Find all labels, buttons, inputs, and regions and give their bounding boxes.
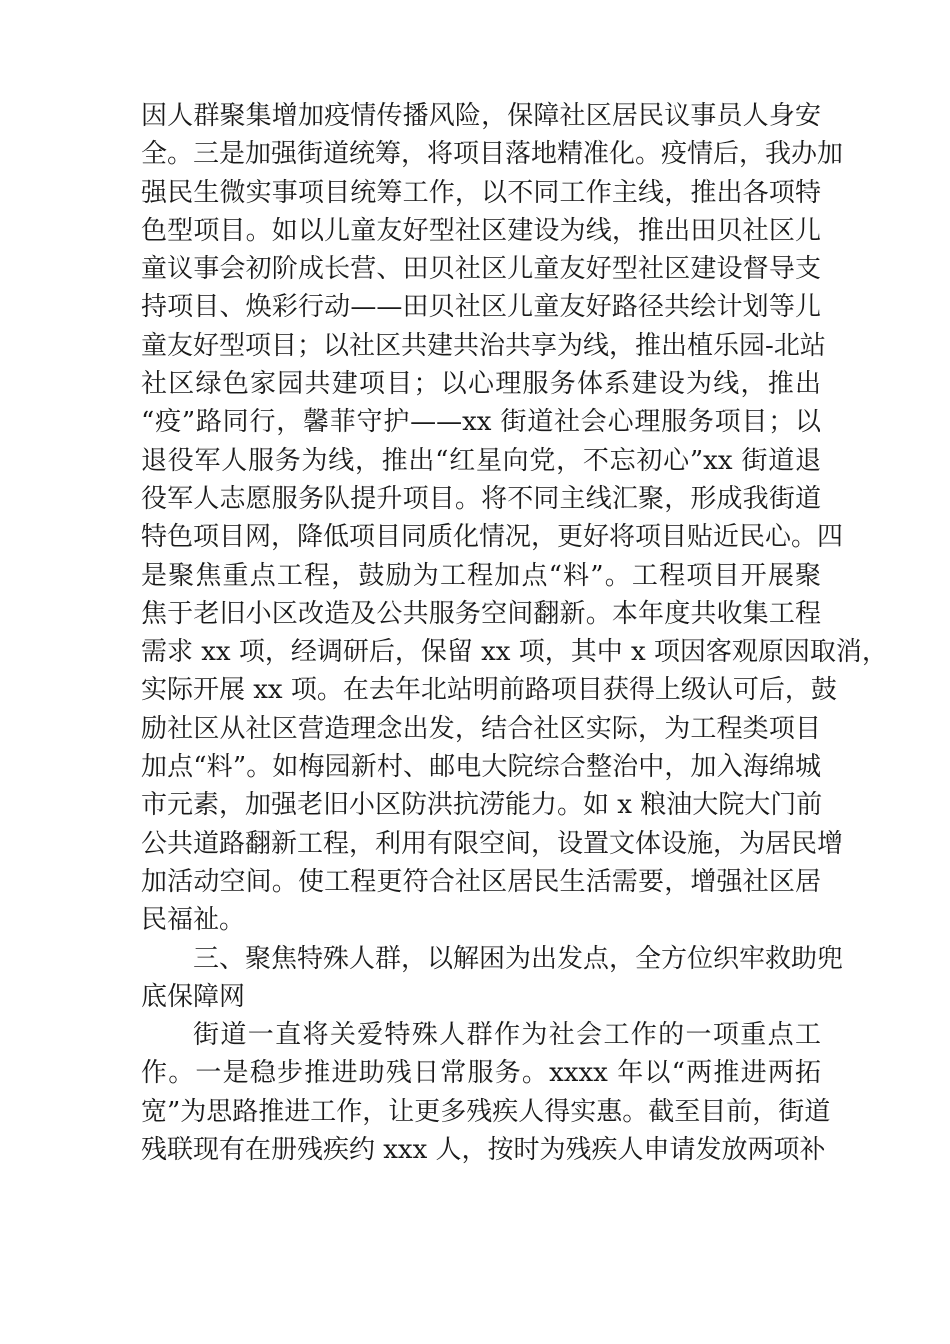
text-line: 残联现有在册残疾约 xxx 人，按时为残疾人申请发放两项补 [141, 1135, 826, 1166]
text-line: 实际开展 xx 项。在去年北站明前路项目获得上级认可后，鼓 [141, 675, 837, 706]
text-line: 市元素，加强老旧小区防洪抗涝能力。如 x 粮油大院大门前 [141, 790, 823, 821]
text-line: 强民生微实事项目统筹工作，以不同工作主线，推出各项特 [141, 177, 821, 208]
text-line: 童议事会初阶成长营、田贝社区儿童友好型社区建设督导支 [141, 254, 821, 285]
text-line: 街道一直将关爱特殊人群作为社会工作的一项重点工 [193, 1020, 821, 1051]
text-line: 焦于老旧小区改造及公共服务空间翻新。本年度共收集工程 [141, 598, 821, 629]
text-line: 公共道路翻新工程，利用有限空间，设置文体设施，为居民增 [141, 828, 844, 859]
text-line: 加点“料”。如梅园新村、邮电大院综合整治中，加入海绵城 [141, 752, 821, 783]
section-heading-line: 三、聚焦特殊人群，以解困为出发点，全方位织牢救助兜 [193, 943, 844, 974]
text-line: 特色项目网，降低项目同质化情况，更好将项目贴近民心。四 [141, 522, 844, 553]
text-line: 色型项目。如以儿童友好型社区建设为线，推出田贝社区儿 [141, 215, 821, 246]
text-line: 童友好型项目；以社区共建共治共享为线，推出植乐园-北站 [141, 330, 826, 361]
text-line: 退役军人服务为线，推出“红星向党，不忘初心”xx 街道退 [141, 445, 821, 476]
text-line: 需求 xx 项，经调研后，保留 xx 项，其中 x 项因客观原因取消， [141, 637, 888, 668]
document-body [141, 97, 888, 1169]
section-heading-line: 底保障网 [141, 981, 246, 1012]
text-line: 持项目、焕彩行动——田贝社区儿童友好路径共绘计划等儿 [141, 292, 821, 323]
text-line: 作。一是稳步推进助残日常服务。xxxx 年以“两推进两拓 [141, 1058, 821, 1089]
text-line: 全。三是加强街道统筹，将项目落地精准化。疫情后，我办加 [141, 139, 844, 170]
text-line: 励社区从社区营造理念出发，结合社区实际，为工程类项目 [141, 713, 821, 744]
text-line: 宽”为思路推进工作，让更多残疾人得实惠。截至目前，街道 [141, 1096, 831, 1127]
text-line: 因人群聚集增加疫情传播风险，保障社区居民议事员人身安 [141, 101, 821, 131]
text-line: 社区绿色家园共建项目；以心理服务体系建设为线，推出 [141, 369, 821, 400]
text-line: 是聚焦重点工程，鼓励为工程加点“料”。工程项目开展聚 [141, 560, 821, 591]
text-line: “疫”路同行，馨菲守护——xx 街道社会心理服务项目；以 [141, 407, 821, 438]
text-line: 加活动空间。使工程更符合社区居民生活需要，增强社区居 [141, 866, 821, 897]
text-line: 民福祉。 [141, 905, 246, 936]
text-line: 役军人志愿服务队提升项目。将不同主线汇聚，形成我街道 [141, 483, 821, 514]
